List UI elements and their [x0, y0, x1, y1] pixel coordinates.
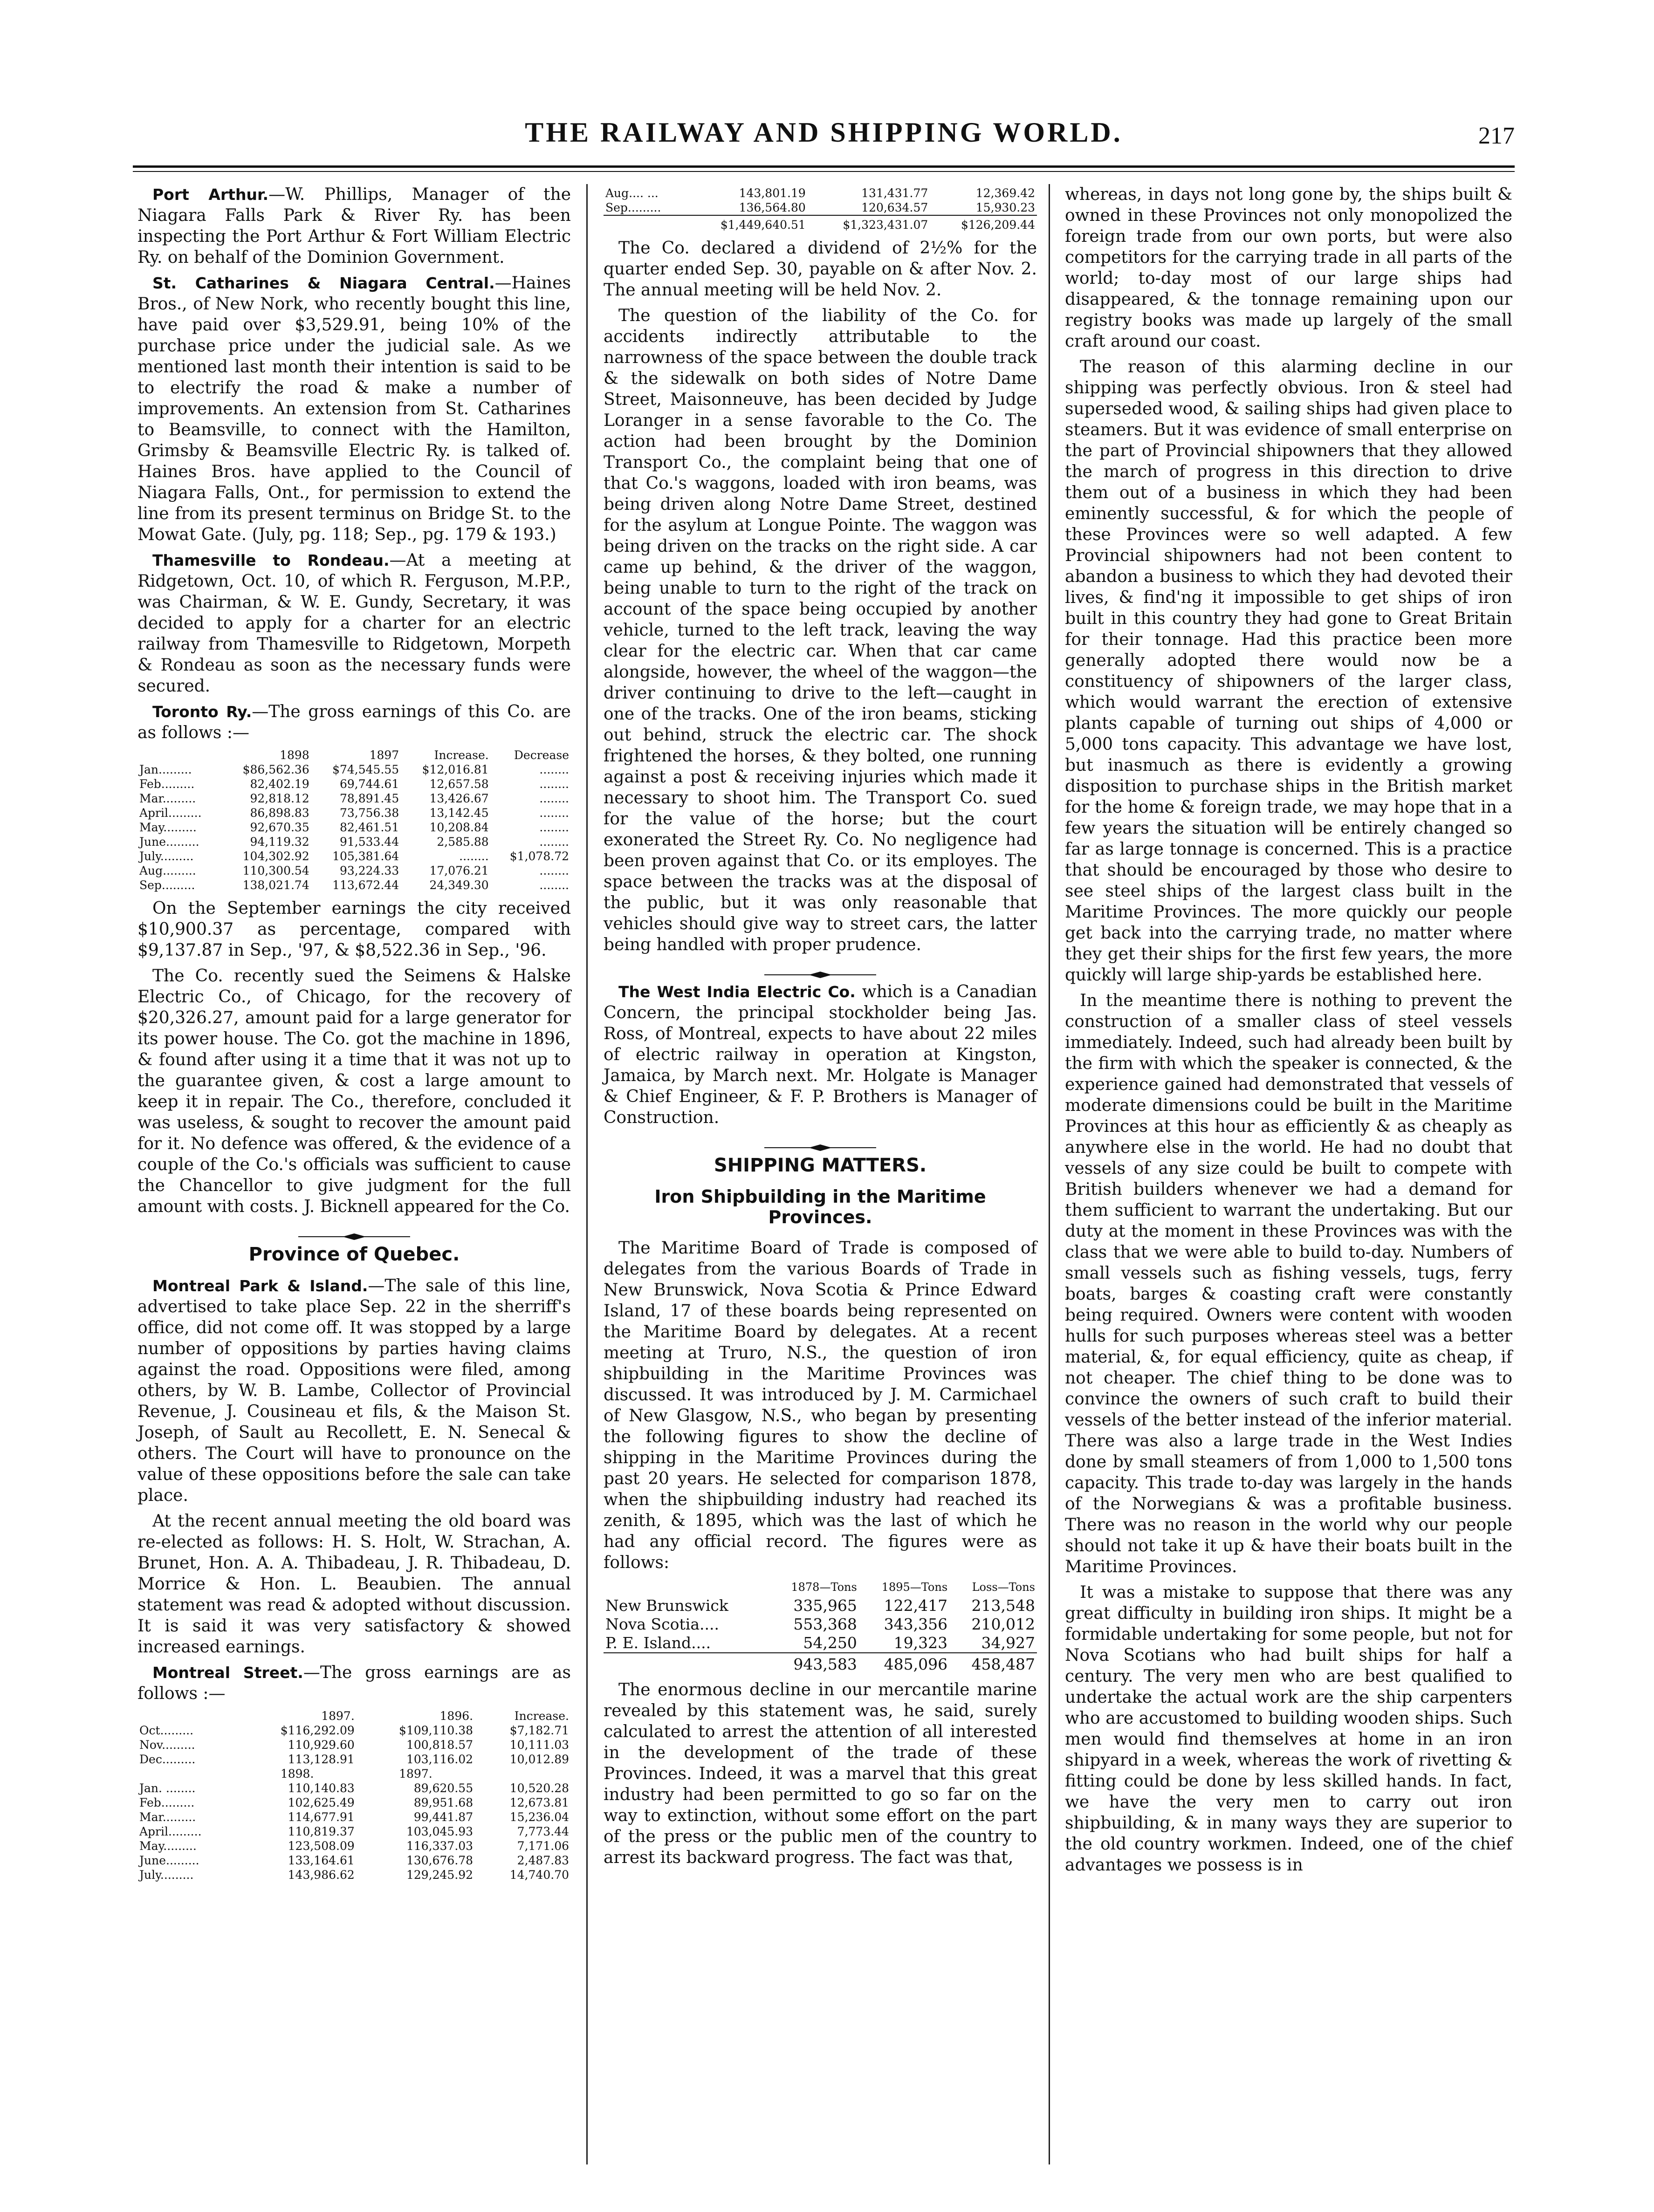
table-cell: 122,417 [884, 1596, 948, 1615]
table-header: Loss—Tons [972, 1581, 1035, 1594]
article-text: It was a mistake to suppose that there was any great difficulty in building iron ships. It might be a formidable undertaking for some people, but not for Nova Scotians who had built ships for half a century. The very men who are best qualified to undertake the actual work are the ship carpenters who are accustomed to building wooden ships. Such men would find themselves at home in an iron shipyard in a week, whereas the work of rivetting & fitting could be done by less skilled hands. In fact, we have the very men to carry out iron shipbuilding, & in many ways they are superior to the old country workmen. Indeed, one of the chief advantages we possess is in [1065, 1583, 1512, 1875]
table-cell: 10,208.84 [429, 821, 489, 834]
table-cell: Nova Scotia.... [605, 1615, 719, 1633]
toronto-earnings-table [137, 748, 571, 892]
table-cell: $12,016.81 [422, 763, 489, 776]
table-cell: ........ [539, 777, 569, 791]
column-1 [137, 184, 571, 1888]
table-cell: ........ [539, 806, 569, 820]
header-rule-thin [133, 171, 1515, 172]
table-cell: Jan. ........ [139, 1781, 196, 1795]
article-lead: Port Arthur. [152, 185, 269, 204]
table-cell: 138,021.74 [242, 878, 309, 892]
montreal-street-earnings-table [137, 1709, 571, 1882]
shipping-tonnage-table [604, 1578, 1037, 1674]
table-header: 1897. [321, 1709, 355, 1723]
table-cell: 102,625.49 [288, 1796, 355, 1809]
article-text: —The sale of this line, advertised to take place Sep. 22 in the sherriff's office, did not come off. It was stopped by a large number of oppositions by parties having claims against the road. Oppositions were filed, among others, by W. B. Lambe, Collector of Provincial Revenue, J. Cousineau et fils, & the Maison St. Joseph, of Sault au Recollett, E. N. Senecal & others. The Court will have to pronounce on the value of these oppositions before the sale can take place. [137, 1276, 571, 1505]
table-cell: 12,369.42 [975, 186, 1035, 200]
journal-title: THE RAILWAY AND SHIPPING WORLD. [525, 117, 1123, 148]
table-cell: Dec......... [139, 1753, 196, 1766]
table-cell: 485,096 [859, 1653, 949, 1674]
table-row [604, 200, 1037, 215]
table-cell: Sep......... [605, 201, 661, 214]
article-west-india [604, 981, 1037, 1128]
article-lead: Toronto Ry. [152, 703, 252, 721]
table-cell: 93,224.33 [339, 864, 399, 877]
table-cell: 91,533.44 [339, 835, 399, 849]
table-header [137, 1709, 238, 1723]
table-row [137, 1810, 571, 1824]
article-montreal-street [137, 1662, 571, 1704]
column-2 [604, 184, 1037, 1873]
article-lead: Thamesville to Rondeau. [152, 551, 390, 569]
table-cell: July......... [139, 849, 194, 863]
table-row [604, 1596, 1037, 1615]
article-lead: St. Catharines & Niagara Central. [152, 274, 495, 292]
table-cell: 129,245.92 [406, 1868, 474, 1882]
column-3 [1065, 184, 1512, 1880]
table-cell: 2,585.88 [437, 835, 489, 849]
table-row [137, 863, 571, 878]
table-cell: 69,744.61 [339, 777, 399, 791]
table-row [137, 762, 571, 777]
table-row [604, 1615, 1037, 1634]
table-cell: Sep......... [139, 878, 195, 892]
article-text: —At a meeting at Ridgetown, Oct. 10, of which R. Ferguson, M.P.P., was Chairman, & W. E. Gundy, Secretary, it was decided to apply for a charter for an electric railway from Thamesville to Ridgetown, Morpeth & Rondeau as soon as the necessary funds were secured. [137, 551, 571, 696]
table-cell: July......... [139, 1868, 194, 1882]
table-row [137, 1795, 571, 1810]
article-text: which is a Canadian Concern, the principal stockholder being Jas. Ross, of Montreal, expects to have about 22 miles of electric railway in operation at Kingston, Jamaica, by March next. Mr. Holgate is Manager & Chief Engineer, & F. P. Brothers is Manager of Construction. [604, 982, 1037, 1127]
table-cell: 86,898.83 [250, 806, 309, 820]
table-cell: 458,487 [949, 1653, 1037, 1674]
table-cell: 15,236.04 [509, 1810, 569, 1824]
table-row [137, 878, 571, 892]
article-text: —The gross earnings of this Co. are as follows :— [137, 702, 571, 742]
table-cell: June......... [139, 835, 199, 849]
table-cell: 24,349.30 [429, 878, 489, 892]
section-heading-quebec: Province of Quebec. [248, 1244, 460, 1265]
table-cell: 99,441.87 [413, 1810, 474, 1824]
table-cell: 82,461.51 [339, 821, 399, 834]
table-cell: 120,634.57 [861, 201, 928, 214]
table-cell: $7,182.71 [509, 1724, 569, 1737]
table-cell: 92,670.35 [250, 821, 309, 834]
table-cell: 10,012.89 [509, 1753, 569, 1766]
table-row [137, 820, 571, 835]
table-cell: 7,171.06 [517, 1839, 569, 1853]
table-header: 1897 [369, 748, 399, 762]
table-header [604, 1578, 769, 1596]
table-row [137, 835, 571, 849]
table-cell: ........ [539, 878, 569, 892]
table-cell: P. E. Island.... [605, 1634, 711, 1652]
header-rule [133, 165, 1515, 168]
table-cell: 143,801.19 [739, 186, 806, 200]
table-row [137, 1752, 571, 1767]
table-cell [475, 1767, 571, 1781]
table-row [137, 849, 571, 863]
table-cell: Feb......... [139, 777, 195, 791]
article-text: —W. Phillips, Manager of the Niagara Falls Park & River Ry. has been inspecting the Port Arthur & Fort William Electric Ry. on behalf of the Dominion Government. [137, 185, 571, 267]
table-cell: 89,951.68 [413, 1796, 474, 1809]
table-cell: 553,368 [793, 1615, 857, 1633]
article-montreal-park [137, 1275, 571, 1506]
table-row [137, 1824, 571, 1839]
table-cell: 335,965 [793, 1596, 857, 1615]
table-cell: 34,927 [981, 1634, 1035, 1652]
table-cell: 123,508.09 [288, 1839, 355, 1853]
table-header: Increase. [434, 748, 489, 762]
table-cell: 110,929.60 [288, 1738, 355, 1752]
table-cell: June......... [139, 1854, 199, 1867]
table-cell: 17,076.21 [429, 864, 489, 877]
column-divider [1049, 184, 1050, 2164]
table-header: 1898 [280, 748, 309, 762]
table-row [137, 777, 571, 791]
table-cell: Aug.... ... [605, 186, 659, 200]
table-cell: Mar......... [139, 792, 196, 805]
table-cell: 103,116.02 [406, 1753, 474, 1766]
article-text: The enormous decline in our mercantile marine revealed by this statement was, he said, surely calculated to arrest the attention of all interested in the development of the trade of these Provinces. Indeed, it was a marvel that this great industry had been permitted to go so far on the way to extinction, without some effort on the part of the press or the public men of the country to arrest its backward progress. The fact was that, [604, 1680, 1037, 1867]
table-cell: Nov......... [139, 1738, 195, 1752]
table-cell: 131,431.77 [861, 186, 928, 200]
table-cell: Jan......... [139, 763, 192, 776]
article-text: On the September earnings the city received $10,900.37 as percentage, compared with $9,137.87 in Sep., '97, & $8,522.36 in Sep., '96. [137, 899, 571, 960]
table-cell: ........ [539, 835, 569, 849]
article-text: —The gross earnings are as follows :— [137, 1663, 571, 1703]
table-cell: 19,323 [893, 1634, 948, 1652]
table-header: Increase. [514, 1709, 569, 1723]
table-cell: Feb......... [139, 1796, 195, 1809]
table-cell: 100,818.57 [406, 1738, 474, 1752]
table-cell: 73,756.38 [339, 806, 399, 820]
table-header: Decrease [514, 748, 569, 762]
table-cell: 10,111.03 [509, 1738, 569, 1752]
table-cell: 13,426.67 [429, 792, 489, 805]
article-text: —Haines Bros., of New Nork, who recently bought this line, have paid over $3,529.91, being 10% of the purchase price under the judicial sale. As we mentioned last month their intention is said to be to electrify the road & make a number of improvements. An extension from St. Catharines to Beamsville, to connect with the Hamilton, Grimsby & Beamsville Electric Ry. is talked of. Haines Bros. have applied to the Council of Niagara Falls, Ont., for permission to extend the line from its present terminus on Bridge St. to the Mowat Gate. (July, pg. 118; Sep., pg. 179 & 193.) [137, 274, 571, 544]
table-cell: 15,930.23 [975, 201, 1035, 214]
table-cell [604, 1653, 769, 1674]
table-cell: 14,740.70 [509, 1868, 569, 1882]
table-row [137, 791, 571, 806]
table-cell: April......... [139, 1825, 202, 1838]
table-header [137, 748, 221, 762]
table-cell: May......... [139, 821, 197, 834]
article-text: The Co. recently sued the Seimens & Halske Electric Co., of Chicago, for the recovery of $20,326.27, amount paid for a large generator for its power house. The Co. got the machine in 1896, & found after using it a time that it was not up to the guarantee given, & cost a large amount to keep it in repair. The Co., therefore, concluded it was useless, & sought to recover the amount paid for it. No defence was offered, & the evidence of a couple of the Co.'s officials was sufficient to cause the Chancellor to give judgment for the full amount with costs. J. Bicknell appeared for the Co. [137, 966, 571, 1216]
article-thamesville [137, 550, 571, 697]
table-cell: 110,819.37 [288, 1825, 355, 1838]
table-cell: 7,773.44 [517, 1825, 569, 1838]
table-cell [604, 215, 685, 232]
table-cell: 110,300.54 [242, 864, 309, 877]
article-text: The reason of this alarming decline in our shipping was perfectly obvious. Iron & steel had superseded wood, & sailing ships had given place to steamers. But it was evidence of small enterprise on the part of Provincial shipowners that they allowed the march of progress in this direction to drive them out of a business in which they had been eminently successful, & for which the people of these Provinces were so well adapted. A few Provincial shipowners had not been content to abandon a business to which they had devoted their lives, & find'ng it impossible to get ships of iron built in this country they had gone to Great Britain for their tonnage. Had this practice been more generally adopted there would now be a constituency of shipowners of the larger class, which would warrant the erection of extensive plants capable of turning out ships of 4,000 or 5,000 tons capacity. This advantage we have lost, but inasmuch as there is evidently a growing disposition to purchase ships in the British market for the home & foreign trade, we may hope that in a few years the situation will be entirely changed so far as large tonnage is concerned. This is a practice that should be encouraged by those who desire to see steel ships of the largest class built in the Maritime Provinces. The more quickly our people get back into the carrying trade, no matter where they get their ships for the first few years, the more quickly will large ship-yards be established here. [1065, 357, 1512, 985]
table-cell: 1898. [280, 1767, 314, 1781]
table-cell: Oct......... [139, 1724, 194, 1737]
table-cell: 943,583 [769, 1653, 859, 1674]
table-cell: 13,142.45 [429, 806, 489, 820]
table-cell: 136,564.80 [739, 201, 806, 214]
table-cell: New Brunswick [605, 1596, 728, 1615]
table-cell: April......... [139, 806, 202, 820]
table-cell: 12,657.58 [429, 777, 489, 791]
page-header [133, 116, 1515, 158]
table-cell: 210,012 [971, 1615, 1035, 1633]
article-text: At the recent annual meeting the old board was re-elected as follows: H. S. Holt, W. Strachan, A. Brunet, Hon. A. A. Thibadeau, J. R. Thibadeau, D. Morrice & Hon. L. Beaubien. The annual statement was read & adopted without discussion. It is said it was very satisfactory & showed increased earnings. [137, 1512, 571, 1657]
table-cell: 113,672.44 [332, 878, 399, 892]
table-cell: $109,110.38 [399, 1724, 474, 1737]
table-cell: ........ [459, 849, 489, 863]
article-lead: Montreal Street. [152, 1664, 303, 1682]
table-cell: ........ [539, 792, 569, 805]
table-cell: 133,164.61 [288, 1854, 355, 1867]
table-cell: 89,620.55 [413, 1781, 474, 1795]
article-lead: Montreal Park & Island. [152, 1277, 368, 1295]
table-cell: 213,548 [971, 1596, 1035, 1615]
page-number: 217 [1478, 123, 1515, 149]
table-cell: 10,520.28 [509, 1781, 569, 1795]
table-cell: $126,209.44 [930, 215, 1037, 232]
table-cell: 130,676.78 [406, 1854, 474, 1867]
table-row [604, 1634, 1037, 1653]
table-cell: 104,302.92 [242, 849, 309, 863]
table-cell: $74,545.55 [332, 763, 399, 776]
table-cell: 1897. [399, 1767, 432, 1781]
table-cell: 78,891.45 [339, 792, 399, 805]
table-cell: ........ [539, 821, 569, 834]
ornament-divider [604, 1137, 1037, 1146]
table-row [137, 806, 571, 820]
article-lead: The West India Electric Co. [618, 983, 856, 1001]
section-heading-shipping: SHIPPING MATTERS. [714, 1155, 927, 1176]
table-cell: 114,677.91 [288, 1810, 355, 1824]
column-divider [586, 184, 588, 2164]
table-row [137, 1738, 571, 1752]
table-row [137, 1868, 571, 1882]
table-header: 1878—Tons [791, 1581, 857, 1594]
article-text: In the meantime there is nothing to prevent the construction of a smaller class of steel vessels immediately. Indeed, such had already been built by the firm with which the speaker is connected, & the experience gained had demonstrated that vessels of moderate dimensions could be built in the Maritime Provinces at this hour as efficiently & as cheaply as anywhere else in the world. He had no doubt that vessels of any size could be built to compete with British builders whenever we had a demand for them sufficient to warrant the undertaking. But our duty at the moment in these Provinces was with the class that we were able to build to-day. Numbers of small vessels such as fishing vessels, tugs, ferry boats, barges & coasting craft were constantly being required. Owners were content with wooden hulls for such purposes whereas steel was a better material, &, for equal efficiency, quite as cheap, if not cheaper. The chief thing to be done was to convince the owners of such craft to build their vessels of the better instead of the inferior material. There was also a large trade in the West Indies done by small steamers of from 1,000 to 1,500 tons capacity. This trade to-day was largely in the hands of the Norwegians & was a profitable business. There was no reason in the world why our people should not take it up & have their boats built in the Maritime Provinces. [1065, 991, 1512, 1576]
table-cell: $1,078.72 [509, 849, 569, 863]
table-row [604, 186, 1037, 200]
table-cell: ........ [539, 864, 569, 877]
table-cell: 103,045.93 [406, 1825, 474, 1838]
article-text: The question of the liability of the Co. for accidents indirectly attributable to the narrowness of the space between the double track & the sidewalk on both sides of Notre Dame Street, Maisonneuve, has been decided by Judge Loranger in a sense favorable to the Co. The action had been brought by the Dominion Transport Co., the complaint being that one of that Co.'s waggons, loaded with iron beams, was being driven along Notre Dame Street, destined for the asylum at Longue Pointe. The waggon was being driven on the tracks on the right side. A car came up behind, & the driver of the waggon, being unable to turn to the right of the track on account of the space being occupied by another vehicle, turned to the left track, leaving the way clear for the electric car. When that car came alongside, however, the wheel of the waggon—the driver continuing to drive to the left—caught in one of the tracks. One of the iron beams, sticking out behind, struck the electric car. The shock frightened the horses, & they bolted, one running against a post & receiving injuries which made it necessary to shoot him. The Transport Co. sued for the value of the horse; but the court exonerated the Street Ry. Co. No negligence had been proven against that Co. or its employes. The space between the tracks was at the disposal of the public, but it was only reasonable that vehicles should give way to street cars, the latter being handled with proper prudence. [604, 306, 1037, 954]
article-port-arthur [137, 184, 571, 268]
article-heading-iron-shipbuilding: Iron Shipbuilding in the Maritime Provinces. [654, 1186, 986, 1227]
table-cell: 143,986.62 [288, 1868, 355, 1882]
table-cell: $116,292.09 [280, 1724, 355, 1737]
table-cell: $1,323,431.07 [808, 215, 930, 232]
article-text: The Co. declared a dividend of 2½% for the quarter ended Sep. 30, payable on & after Nov. 2. The annual meeting will be held Nov. 2. [604, 239, 1037, 300]
table-cell: 54,250 [803, 1634, 857, 1652]
article-st-catharines [137, 273, 571, 545]
table-cell: 116,337.03 [406, 1839, 474, 1853]
table-cell: 105,381.64 [332, 849, 399, 863]
table-cell: 343,356 [884, 1615, 948, 1633]
table-cell: 92,818.12 [250, 792, 309, 805]
table-row [137, 1781, 571, 1795]
table-cell: 110,140.83 [288, 1781, 355, 1795]
table-cell: 82,402.19 [250, 777, 309, 791]
table-cell: Aug......... [139, 864, 196, 877]
table-row [137, 1839, 571, 1853]
table-row [137, 1853, 571, 1868]
table-cell: 113,128.91 [288, 1753, 355, 1766]
table-cell [137, 1767, 238, 1781]
table-cell: $86,562.36 [242, 763, 309, 776]
ornament-divider [604, 964, 1037, 973]
article-text: whereas, in days not long gone by, the ships built & owned in these Provinces not only monopolized the foreign trade from our own ports, but were also competitors for the carrying trade in all parts of the world; to-day most of our large ships had disappeared, & the tonnage remaining upon our registry books was made up largely of the small craft around our coast. [1065, 185, 1512, 351]
ornament-divider [137, 1226, 571, 1235]
table-row [137, 1723, 571, 1738]
article-toronto [137, 701, 571, 743]
table-cell: ........ [539, 763, 569, 776]
table-cell: 94,119.32 [250, 835, 309, 849]
montreal-street-earnings-continued [604, 186, 1037, 232]
table-cell: $1,449,640.51 [685, 215, 808, 232]
table-header: 1895—Tons [881, 1581, 948, 1594]
table-header: 1896. [439, 1709, 474, 1723]
table-cell: 12,673.81 [509, 1796, 569, 1809]
article-text: The Maritime Board of Trade is composed of delegates from the various Boards of Trade in New Brunswick, Nova Scotia & Prince Edward Island, 17 of these boards being represented on the Maritime Board by delegates. At a recent meeting at Truro, N.S., the question of iron shipbuilding in the Maritime Provinces was discussed. It was introduced by J. M. Carmichael of New Glasgow, N.S., who began by presenting the following figures to show the decline of shipping in the Maritime Provinces during the past 20 years. He selected for comparison 1878, when the shipbuilding industry had reached its zenith, & 1895, which was the last of which he had any official record. The figures were as follows: [604, 1239, 1037, 1572]
table-cell: 2,487.83 [517, 1854, 569, 1867]
table-cell: Mar......... [139, 1810, 196, 1824]
table-cell: May......... [139, 1839, 197, 1853]
